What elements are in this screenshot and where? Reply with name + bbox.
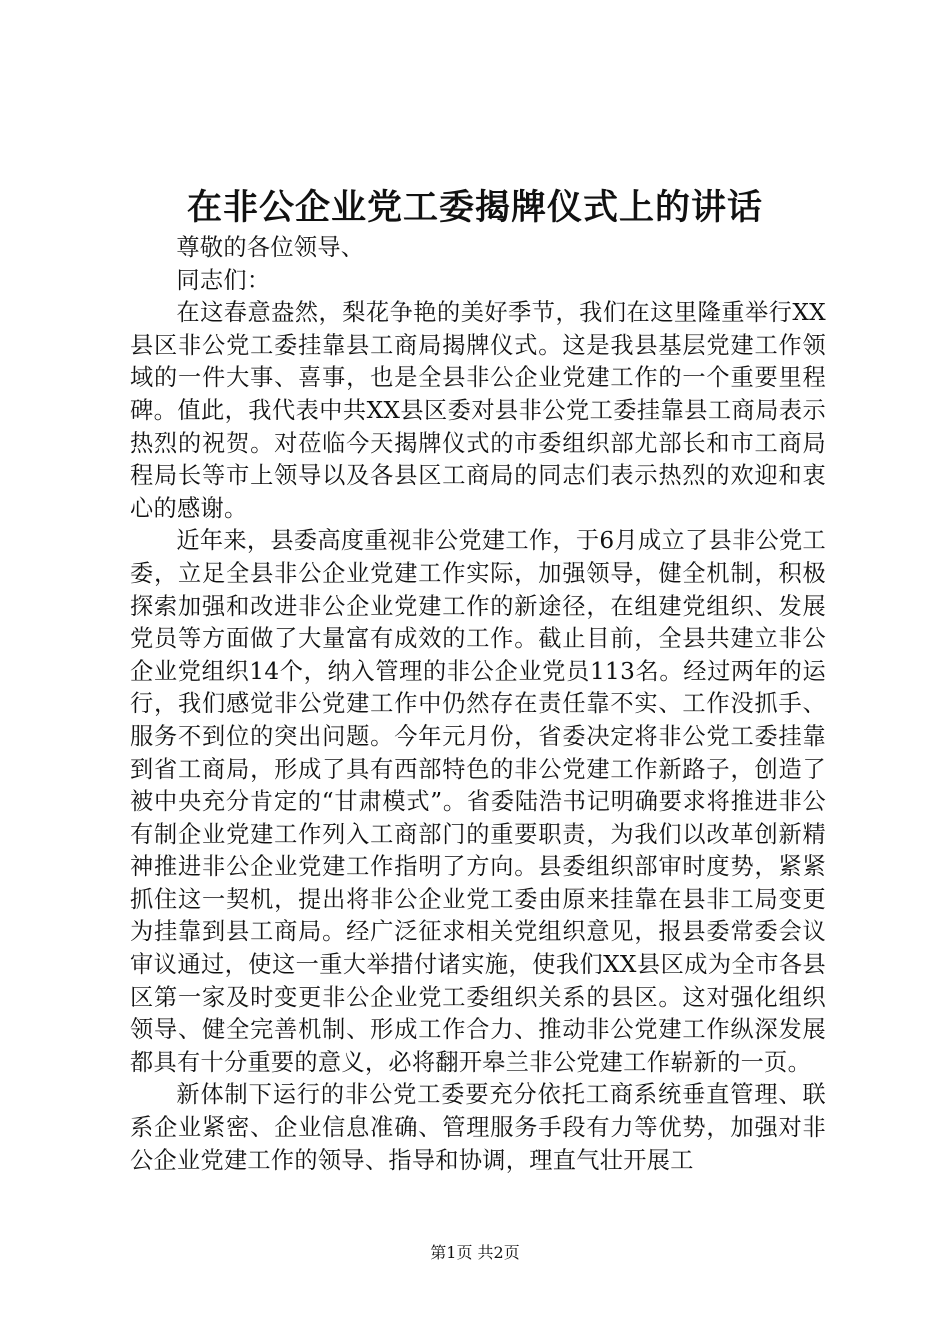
document-body — [130, 232, 826, 1177]
salutation-line-2: 同志们： — [176, 266, 271, 294]
body-paragraph-1: 在这春意盎然，梨花争艳的美好季节，我们在这里隆重举行XX县区非公党工委挂靠县工商局揭牌仪式。这是我县基层党建工作领域的一件大事、喜事，也是全县非公企业党建工作的一个重要里程碑。值此，我代表中共XX县区委对县非公党工委挂靠县工商局表示热烈的祝贺。对莅临今天揭牌仪式的市委组织部尤部长和市工商局程局长等市上领导以及各县区工商局的同志们表示热烈的欢迎和衷心的感谢。 — [130, 299, 826, 522]
body-paragraph-2: 近年来，县委高度重视非公党建工作，于6月成立了县非公党工委，立足全县非公企业党建工作实际，加强领导，健全机制，积极探索加强和改进非公企业党建工作的新途径，在组建党组织、发展党员等方面做了大量富有成效的工作。截止目前，全县共建立非公企业党组织14个，纳入管理的非公企业党员113名。经过两年的运行，我们感觉非公党建工作中仍然存在责任靠不实、工作没抓手、服务不到位的突出问题。今年元月份，省委决定将非公党工委挂靠到省工商局，形成了具有西部特色的非公党建工作新路子，创造了被中央充分肯定的“甘肃模式”。省委陆浩书记明确要求将推进非公有制企业党建工作列入工商部门的重要职责，为我们以改革创新精神推进非公企业党建工作指明了方向。县委组织部审时度势，紧紧抓住这一契机，提出将非公企业党工委由原来挂靠在县非工局变更为挂靠到县工商局。经广泛征求相关党组织意见，报县委常委会议审议通过，使这一重大举措付诸实施，使我们XX县区成为全市各县区第一家及时变更非公企业党工委组织关系的县区。这对强化组织领导、健全完善机制、形成工作合力、推动非公党建工作纵深发展都具有十分重要的意义，必将翻开皋兰非公党建工作崭新的一页。 — [130, 527, 826, 1076]
page-number-footer: 第1页 共2页 — [430, 1243, 520, 1262]
document-title: 在非公企业党工委揭牌仪式上的讲话 — [186, 187, 763, 228]
salutation-line-1: 尊敬的各位领导、 — [176, 234, 365, 261]
body-paragraph-3: 新体制下运行的非公党工委要充分依托工商系统垂直管理、联系企业紧密、企业信息准确、管理服务手段有力等优势，加强对非公企业党建工作的领导、指导和协调，理直气壮开展工 — [130, 1081, 826, 1174]
